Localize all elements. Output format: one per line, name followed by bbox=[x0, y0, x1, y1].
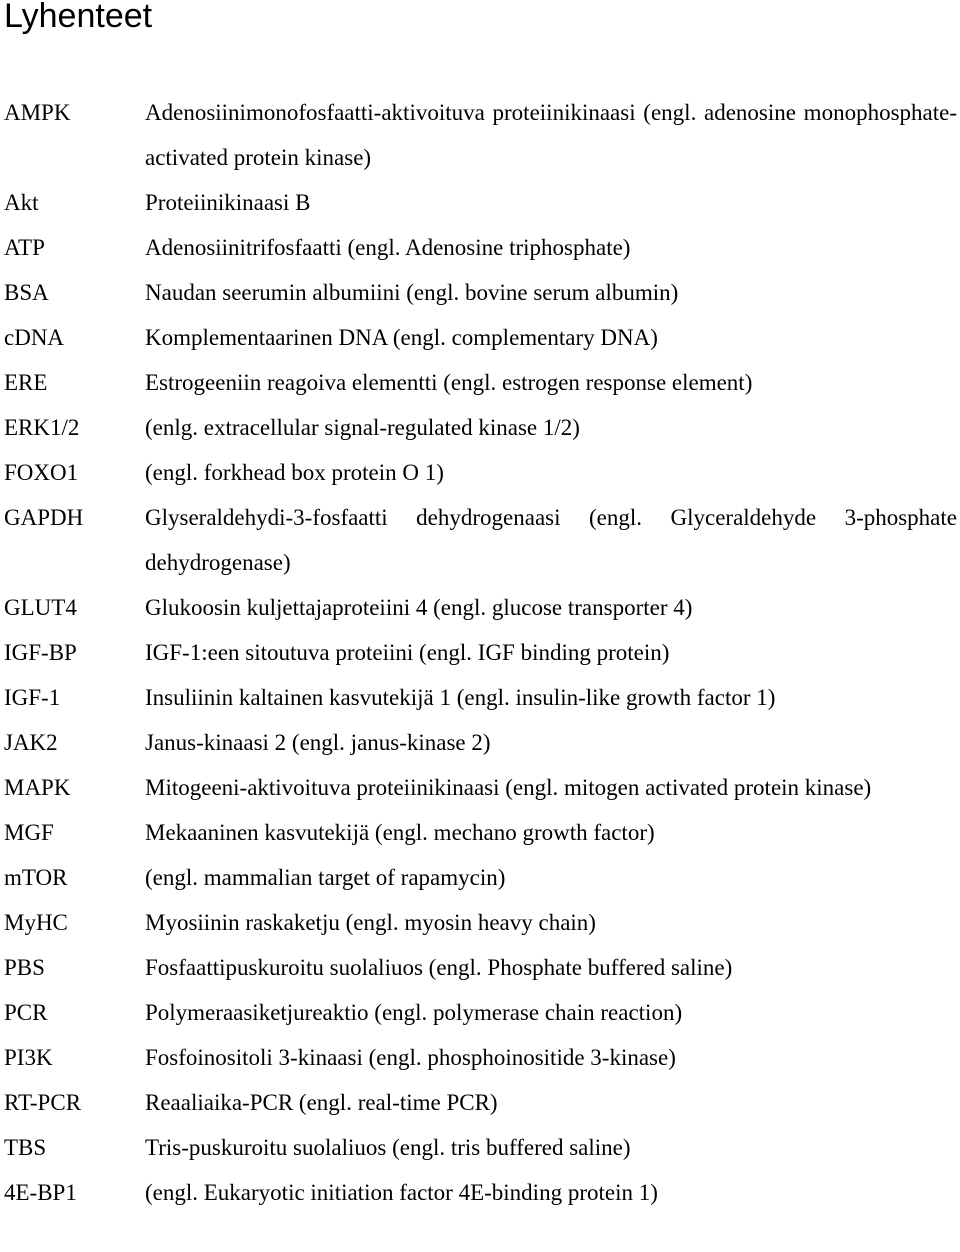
abbreviation-definition: Glyseraldehydi-3-fosfaatti dehydrogenaasi (engl. Glyceraldehyde 3-phosphate dehydrogenase) bbox=[145, 505, 957, 575]
abbreviation-term: ERK1/2 bbox=[4, 415, 80, 440]
abbreviation-definition: Komplementaarinen DNA (engl. complementary DNA) bbox=[145, 325, 658, 350]
abbreviation-row bbox=[0, 1170, 960, 1215]
abbreviation-term: cDNA bbox=[4, 325, 65, 350]
abbreviation-definition: IGF-1:een sitoutuva proteiini (engl. IGF binding protein) bbox=[145, 640, 670, 665]
abbreviation-definition: (engl. mammalian target of rapamycin) bbox=[145, 865, 506, 890]
abbreviation-term: Akt bbox=[4, 190, 39, 215]
abbreviation-definition: Polymeraasiketjureaktio (engl. polymerase chain reaction) bbox=[145, 1000, 683, 1025]
abbreviation-term: JAK2 bbox=[4, 730, 58, 755]
abbreviation-term: PBS bbox=[4, 955, 45, 980]
abbreviation-term: IGF-BP bbox=[4, 640, 77, 665]
abbreviation-definition: Myosiinin raskaketju (engl. myosin heavy chain) bbox=[145, 910, 596, 935]
page-title: Lyhenteet bbox=[4, 0, 153, 35]
abbreviation-term: 4E-BP1 bbox=[4, 1180, 77, 1205]
abbreviation-definition: Mekaaninen kasvutekijä (engl. mechano growth factor) bbox=[145, 820, 655, 845]
abbreviation-row bbox=[0, 495, 960, 585]
abbreviation-term: ERE bbox=[4, 370, 48, 395]
abbreviation-term: MGF bbox=[4, 820, 54, 845]
abbreviation-list bbox=[0, 90, 960, 1215]
abbreviation-definition: Naudan seerumin albumiini (engl. bovine serum albumin) bbox=[145, 280, 679, 305]
abbreviation-term: FOXO1 bbox=[4, 460, 79, 485]
abbreviation-definition: (enlg. extracellular signal-regulated kinase 1/2) bbox=[145, 415, 580, 440]
abbreviation-row bbox=[0, 855, 960, 900]
abbreviation-term: GAPDH bbox=[4, 505, 84, 530]
abbreviation-term: IGF-1 bbox=[4, 685, 61, 710]
abbreviation-row bbox=[0, 90, 960, 180]
abbreviation-row bbox=[0, 1035, 960, 1080]
abbreviation-row bbox=[0, 225, 960, 270]
abbreviation-term: PI3K bbox=[4, 1045, 53, 1070]
abbreviation-row bbox=[0, 900, 960, 945]
abbreviation-row bbox=[0, 720, 960, 765]
abbreviation-term: MAPK bbox=[4, 775, 71, 800]
abbreviation-row bbox=[0, 315, 960, 360]
abbreviation-definition: Janus-kinaasi 2 (engl. janus-kinase 2) bbox=[145, 730, 491, 755]
abbreviation-term: MyHC bbox=[4, 910, 68, 935]
abbreviation-row bbox=[0, 450, 960, 495]
abbreviation-definition: Glukoosin kuljettajaproteiini 4 (engl. glucose transporter 4) bbox=[145, 595, 693, 620]
abbreviation-definition: Adenosiinimonofosfaatti-aktivoituva proteiinikinaasi (engl. adenosine monophosphate-activated protein kinase) bbox=[145, 100, 957, 170]
abbreviation-row bbox=[0, 270, 960, 315]
abbreviation-term: RT-PCR bbox=[4, 1090, 82, 1115]
abbreviation-row bbox=[0, 585, 960, 630]
abbreviation-definition: Insuliinin kaltainen kasvutekijä 1 (engl. insulin-like growth factor 1) bbox=[145, 685, 776, 710]
abbreviation-row bbox=[0, 765, 960, 810]
abbreviation-row bbox=[0, 810, 960, 855]
abbreviation-row bbox=[0, 1080, 960, 1125]
abbreviation-row bbox=[0, 675, 960, 720]
abbreviation-definition: Mitogeeni-aktivoituva proteiinikinaasi (engl. mitogen activated protein kinase) bbox=[145, 775, 872, 800]
abbreviation-definition: Estrogeeniin reagoiva elementti (engl. estrogen response element) bbox=[145, 370, 753, 395]
abbreviation-definition: (engl. Eukaryotic initiation factor 4E-binding protein 1) bbox=[145, 1180, 658, 1205]
abbreviation-row bbox=[0, 360, 960, 405]
abbreviation-term: BSA bbox=[4, 280, 49, 305]
abbreviation-term: PCR bbox=[4, 1000, 48, 1025]
abbreviation-definition: Proteiinikinaasi B bbox=[145, 190, 311, 215]
abbreviation-definition: Tris-puskuroitu suolaliuos (engl. tris buffered saline) bbox=[145, 1135, 631, 1160]
abbreviation-row bbox=[0, 180, 960, 225]
abbreviation-term: mTOR bbox=[4, 865, 68, 890]
abbreviation-definition: (engl. forkhead box protein O 1) bbox=[145, 460, 444, 485]
abbreviation-row bbox=[0, 630, 960, 675]
abbreviation-row bbox=[0, 945, 960, 990]
abbreviation-row bbox=[0, 990, 960, 1035]
abbreviation-term: TBS bbox=[4, 1135, 47, 1160]
abbreviation-definition: Fosfaattipuskuroitu suolaliuos (engl. Phosphate buffered saline) bbox=[145, 955, 733, 980]
abbreviation-definition: Fosfoinositoli 3-kinaasi (engl. phosphoinositide 3-kinase) bbox=[145, 1045, 676, 1070]
abbreviation-term: GLUT4 bbox=[4, 595, 77, 620]
abbreviation-definition: Reaaliaika-PCR (engl. real-time PCR) bbox=[145, 1090, 498, 1115]
abbreviation-row bbox=[0, 1125, 960, 1170]
abbreviation-row bbox=[0, 405, 960, 450]
abbreviation-term: ATP bbox=[4, 235, 45, 260]
abbreviation-term: AMPK bbox=[4, 100, 71, 125]
abbreviation-definition: Adenosiinitrifosfaatti (engl. Adenosine triphosphate) bbox=[145, 235, 631, 260]
